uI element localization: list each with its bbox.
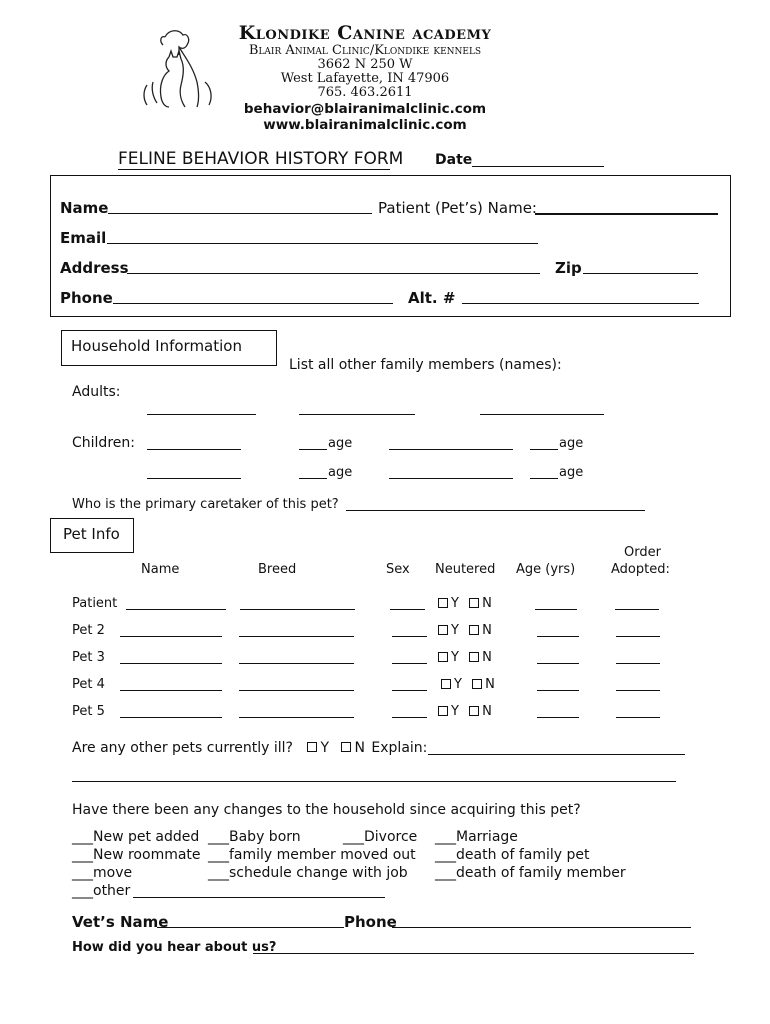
vet-name-label: Vet’s Name [72, 913, 169, 931]
neutered-yes-checkbox[interactable] [438, 652, 448, 662]
adults-label: Adults: [72, 384, 121, 400]
pet-age-field[interactable] [537, 636, 579, 637]
col-name: Name [141, 562, 180, 577]
pet-row-label: Pet 5 [72, 704, 105, 719]
change-option-moved-out[interactable]: ___family member moved out [208, 847, 416, 863]
owner-name-field[interactable] [108, 213, 372, 214]
no-label: N [482, 623, 492, 638]
other-pets-ill-label: Are any other pets currently ill? [72, 740, 293, 756]
col-breed: Breed [258, 562, 297, 577]
child-field-1[interactable] [147, 449, 241, 450]
col-neutered: Neutered [435, 562, 496, 577]
neutered-yes-checkbox[interactable] [438, 598, 448, 608]
ill-yes-label: Y [320, 740, 330, 756]
pet-row-label: Patient [72, 596, 118, 611]
caretaker-label: Who is the primary caretaker of this pet? [72, 497, 339, 512]
child-field-2[interactable] [389, 449, 513, 450]
pet-sex-field[interactable] [392, 663, 427, 664]
pet-name-field[interactable] [126, 609, 226, 610]
pet-name-field[interactable] [120, 636, 222, 637]
owner-name-label: Name [60, 199, 109, 217]
explain-field-2[interactable] [72, 781, 676, 782]
no-label: N [482, 704, 492, 719]
yes-label: Y [451, 650, 459, 665]
pet-sex-field[interactable] [392, 636, 427, 637]
family-members-prompt: List all other family members (names): [289, 357, 562, 373]
city-state-zip: West Lafayette, IN 47906 [280, 71, 450, 86]
no-label: N [482, 650, 492, 665]
address-field[interactable] [127, 273, 540, 274]
date-field[interactable] [472, 166, 604, 167]
child-age-field-3[interactable] [299, 478, 327, 479]
pet-breed-field[interactable] [239, 690, 354, 691]
col-sex: Sex [386, 562, 410, 577]
ill-no-label: N [354, 740, 365, 756]
pet-age-field[interactable] [537, 663, 579, 664]
other-pets-ill-question [72, 740, 427, 756]
child-field-3[interactable] [147, 478, 241, 479]
no-label: N [482, 596, 492, 611]
yes-label: Y [451, 596, 459, 611]
adult-field-3[interactable] [480, 414, 604, 415]
change-option-schedule[interactable]: ___schedule change with job [208, 865, 408, 881]
neutered-options [438, 650, 492, 665]
change-option-baby[interactable]: ___Baby born [208, 829, 301, 845]
clinic-phone: 765. 463.2611 [317, 85, 413, 100]
street-address: 3662 N 250 W [317, 57, 413, 72]
child-age-label-3: age [328, 465, 353, 480]
pet-age-field[interactable] [537, 717, 579, 718]
vet-name-field[interactable] [157, 927, 344, 928]
explain-field-1[interactable] [428, 754, 685, 755]
zip-field[interactable] [583, 273, 698, 274]
hear-about-us-field[interactable] [253, 953, 694, 954]
pet-age-field[interactable] [535, 609, 577, 610]
pet-adopted-field[interactable] [616, 690, 660, 691]
neutered-yes-checkbox[interactable] [438, 625, 448, 635]
patient-name-label: Patient (Pet’s) Name: [378, 199, 537, 217]
address-label: Address [60, 259, 129, 277]
caretaker-field[interactable] [346, 510, 645, 511]
pet-adopted-field[interactable] [616, 717, 660, 718]
neutered-no-checkbox[interactable] [469, 598, 479, 608]
adult-field-2[interactable] [299, 414, 415, 415]
change-option-other[interactable]: ___other [72, 883, 131, 899]
email-label: Email [60, 229, 107, 247]
child-age-field-1[interactable] [299, 449, 327, 450]
pet-breed-field[interactable] [239, 717, 354, 718]
vet-phone-field[interactable] [392, 927, 691, 928]
pet-breed-field[interactable] [239, 636, 354, 637]
pet-row-label: Pet 2 [72, 623, 105, 638]
neutered-no-checkbox[interactable] [472, 679, 482, 689]
neutered-options [438, 623, 492, 638]
col-adopted: Adopted: [611, 562, 670, 577]
phone-field[interactable] [113, 303, 393, 304]
alt-phone-label: Alt. # [408, 289, 456, 307]
adult-field-1[interactable] [147, 414, 256, 415]
yes-label: Y [451, 623, 459, 638]
pet-info-heading: Pet Info [63, 525, 120, 543]
explain-label: Explain: [371, 740, 428, 756]
pet-name-field[interactable] [120, 717, 222, 718]
date-label: Date [435, 152, 473, 168]
phone-label: Phone [60, 289, 113, 307]
change-option-divorce[interactable]: ___Divorce [343, 829, 418, 845]
pet-row-label: Pet 4 [72, 677, 105, 692]
pet-breed-field[interactable] [240, 609, 355, 610]
owner-info-box [50, 175, 731, 317]
neutered-no-checkbox[interactable] [469, 706, 479, 716]
neutered-yes-checkbox[interactable] [441, 679, 451, 689]
pet-age-field[interactable] [537, 690, 579, 691]
change-option-new-pet[interactable]: ___New pet added [72, 829, 200, 845]
zip-label: Zip [555, 259, 582, 277]
clinic-website: www.blairanimalclinic.com [263, 117, 467, 133]
pet-adopted-field[interactable] [616, 636, 660, 637]
neutered-yes-checkbox[interactable] [438, 706, 448, 716]
other-field[interactable] [133, 897, 385, 898]
vet-phone-label: Phone [344, 913, 397, 931]
child-age-field-2[interactable] [530, 449, 558, 450]
yes-label: Y [451, 704, 459, 719]
pet-sex-field[interactable] [392, 717, 427, 718]
child-age-label-4: age [559, 465, 584, 480]
child-age-field-4[interactable] [530, 478, 558, 479]
children-label: Children: [72, 435, 135, 451]
change-option-move[interactable]: ___move [72, 865, 133, 881]
form-title: FELINE BEHAVIOR HISTORY FORM [118, 149, 404, 169]
ill-yes-checkbox[interactable] [307, 742, 317, 752]
pet-sex-field[interactable] [392, 690, 427, 691]
pet-name-field[interactable] [120, 663, 222, 664]
pet-row-label: Pet 3 [72, 650, 105, 665]
ill-no-checkbox[interactable] [341, 742, 351, 752]
email-field[interactable] [107, 243, 538, 244]
alt-phone-field[interactable] [462, 303, 699, 304]
change-option-roommate[interactable]: ___New roommate [72, 847, 201, 863]
change-option-death-member[interactable]: ___death of family member [435, 865, 626, 881]
household-changes-question: Have there been any changes to the household since acquiring this pet? [72, 802, 581, 818]
hear-about-us-label: How did you hear about us? [72, 940, 277, 955]
clinic-name: Blair Animal Clinic/Klondike kennels [248, 43, 482, 58]
yes-label: Y [454, 677, 462, 692]
neutered-no-checkbox[interactable] [469, 652, 479, 662]
academy-title: Klondike Canine academy [238, 22, 492, 44]
child-field-4[interactable] [389, 478, 513, 479]
pet-sex-field[interactable] [390, 609, 425, 610]
clinic-email: behavior@blairanimalclinic.com [243, 101, 487, 117]
neutered-options [438, 596, 492, 611]
pet-adopted-field[interactable] [615, 609, 659, 610]
child-age-label-1: age [328, 436, 353, 451]
pet-name-field[interactable] [120, 690, 222, 691]
neutered-no-checkbox[interactable] [469, 625, 479, 635]
change-option-death-pet[interactable]: ___death of family pet [435, 847, 590, 863]
pet-adopted-field[interactable] [616, 663, 660, 664]
pet-breed-field[interactable] [239, 663, 354, 664]
neutered-options [441, 677, 495, 692]
neutered-options [438, 704, 492, 719]
change-option-marriage[interactable]: ___Marriage [435, 829, 518, 845]
household-heading: Household Information [71, 337, 242, 355]
child-age-label-2: age [559, 436, 584, 451]
col-order: Order [624, 545, 661, 560]
col-age: Age (yrs) [516, 562, 576, 577]
no-label: N [485, 677, 495, 692]
patient-name-field[interactable] [535, 213, 718, 215]
